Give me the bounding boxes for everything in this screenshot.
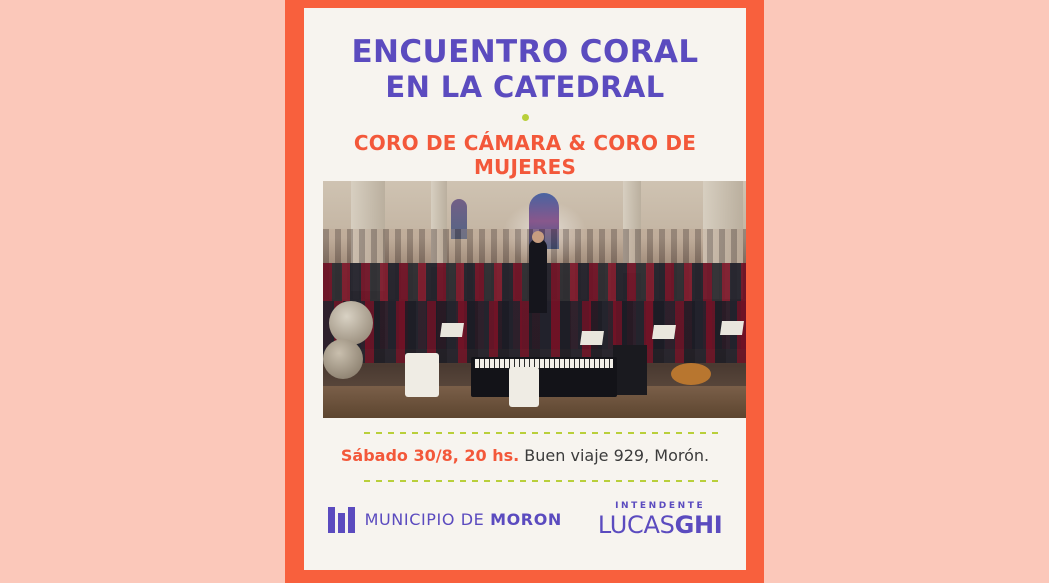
chair-decor [405,353,439,397]
choir-photo [323,181,746,418]
choir-photo-image [323,181,746,418]
municipality-logo-bold: MORON [490,510,562,529]
event-date: Sábado 30/8, 20 hs. [340,446,520,465]
poster-title-block [304,8,746,179]
mayor-logo [598,502,722,537]
event-place: Buen viaje 929, Morón. [524,446,710,465]
right-background-panel [764,0,1049,583]
music-stand-decor [580,331,604,345]
left-background-panel [0,0,285,583]
conductor-decor [529,239,547,313]
music-stand-decor [440,323,464,337]
music-stand-decor [652,325,676,339]
poster-footer [304,502,746,537]
event-info [304,446,746,465]
municipality-mark-icon [328,507,355,533]
poster-frame [285,0,764,583]
music-stand-decor [720,321,744,335]
drum-decor [329,301,373,345]
piano-keys-decor [475,359,613,368]
conductor-head-decor [532,231,544,243]
poster-title-line-2: EN LA CATEDRAL [385,69,665,104]
municipality-logo-light: MUNICIPIO DE [364,510,491,529]
municipality-logo-text [365,510,562,529]
amplifier-decor [613,345,647,395]
poster-subtitle: CORO DE CÁMARA & CORO DE MUJERES [353,130,697,179]
separator-dot-icon [522,114,529,121]
chair-decor [509,367,539,407]
municipality-logo [328,507,562,533]
poster-title-line-1: ENCUENTRO CORAL [351,34,699,70]
mayor-last-name: GHI [674,511,723,539]
divider-top [364,432,724,434]
mayor-role-label: INTENDENTE [615,501,706,511]
poster [304,8,746,570]
guitar-decor [671,363,711,385]
mayor-first-name: LUCAS [597,511,675,539]
divider-bottom [364,480,724,482]
mayor-name [598,513,722,537]
drum-decor [323,339,363,379]
